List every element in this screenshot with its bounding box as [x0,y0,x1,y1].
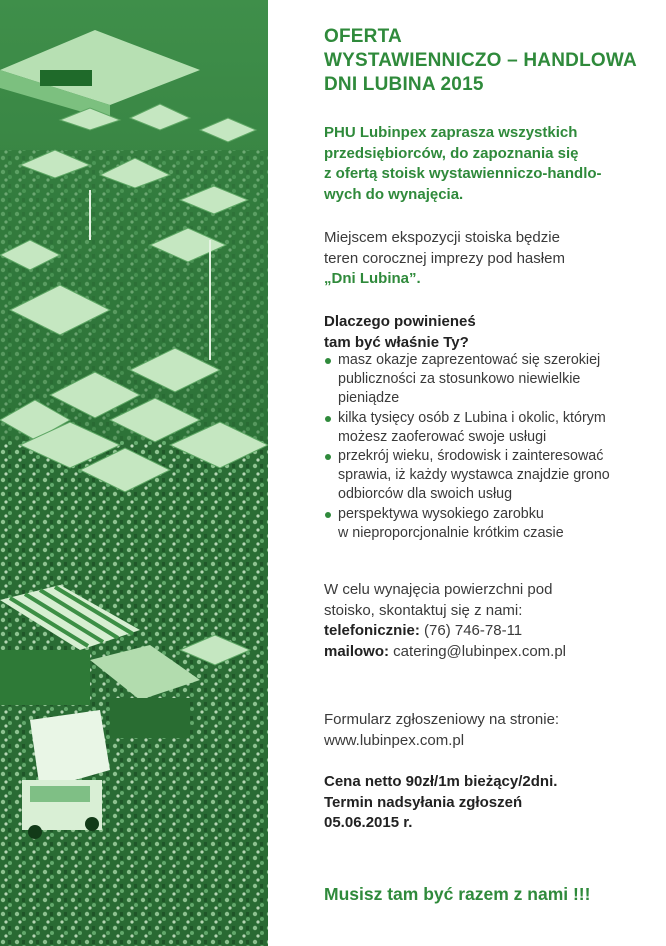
price-section [324,772,644,834]
bullet-dot-icon [325,454,331,460]
offer-title [324,25,637,97]
email-label: mailowo: [324,642,390,660]
festival-crowd-photo [0,0,268,946]
list-item-line: możesz zaoferować swoje usługi [338,428,547,445]
phone-row [324,621,644,642]
why-line: tam być właśnie Ty? [324,333,469,351]
list-item-line: sprawia, iż każdy wystawca znajdzie grono [338,467,610,484]
festival-crowd-icon [0,0,268,946]
benefits-list [324,351,644,543]
why-heading [324,312,644,353]
intro-line: z ofertą stoisk wystawienniczo-handlo- [324,165,602,182]
contact-section [324,580,644,662]
list-item-line: kilka tysięcy osób z Lubina i okolic, którym [338,409,606,426]
title-line: DNI LUBINA 2015 [324,74,484,95]
venue-line: teren corocznej imprezy pod hasłem [324,249,565,267]
footer-slogan: Musisz tam być razem z nami !!! [324,884,591,904]
title-line: OFERTA [324,26,402,47]
list-item-line: przekrój wieku, środowisk i zainteresować [338,448,604,465]
deadline-line: Termin nadsyłania zgłoszeń [324,793,523,811]
bullet-dot-icon [325,358,331,364]
venue-line: Miejscem ekspozycji stoiska będzie [324,229,560,246]
title-line: WYSTAWIENNICZO – HANDLOWA [324,50,637,71]
intro-paragraph [324,123,644,205]
list-item-line: masz okazje zaprezentować się szerokiej [338,352,601,368]
form-section [324,710,644,751]
form-line: Formularz zgłoszeniowy na stronie: [324,711,560,728]
email-row [324,642,644,663]
phone-label: telefonicznie: [324,622,420,639]
deadline-date: 05.06.2015 r. [324,814,413,831]
list-item-line: odbiorców dla swoich usług [338,486,513,503]
price-line: Cena netto 90zł/1m bieżący/2dni. [324,773,558,790]
intro-line: PHU Lubinpex zaprasza wszystkich [324,124,578,141]
email-address[interactable]: catering@lubinpex.com.pl [389,642,566,660]
contact-line: stoisko, skontaktuj się z nami: [324,601,523,619]
venue-paragraph [324,228,644,290]
contact-line: W celu wynajęcia powierzchni pod [324,581,553,598]
list-item [324,505,644,543]
list-item-line: publiczności za stosunkowo niewielkie [338,371,581,388]
list-item-line: pieniądze [338,390,400,407]
list-item-line: perspektywa wysokiego zarobku [338,505,544,522]
why-line: Dlaczego powinieneś [324,313,476,330]
bullet-dot-icon [325,416,331,422]
phone-number[interactable]: (76) 746-78-11 [419,622,523,639]
website-link[interactable]: www.lubinpex.com.pl [324,731,465,749]
bullet-dot-icon [325,512,331,518]
intro-line: wych do wynajęcia. [324,185,464,203]
list-item [324,409,644,447]
list-item [324,447,644,505]
list-item [324,351,644,409]
event-name: „Dni Lubina”. [324,270,421,287]
list-item-line: w nieproporcjonalnie krótkim czasie [338,524,564,541]
intro-line: przedsiębiorców, do zapoznania się [324,144,579,162]
